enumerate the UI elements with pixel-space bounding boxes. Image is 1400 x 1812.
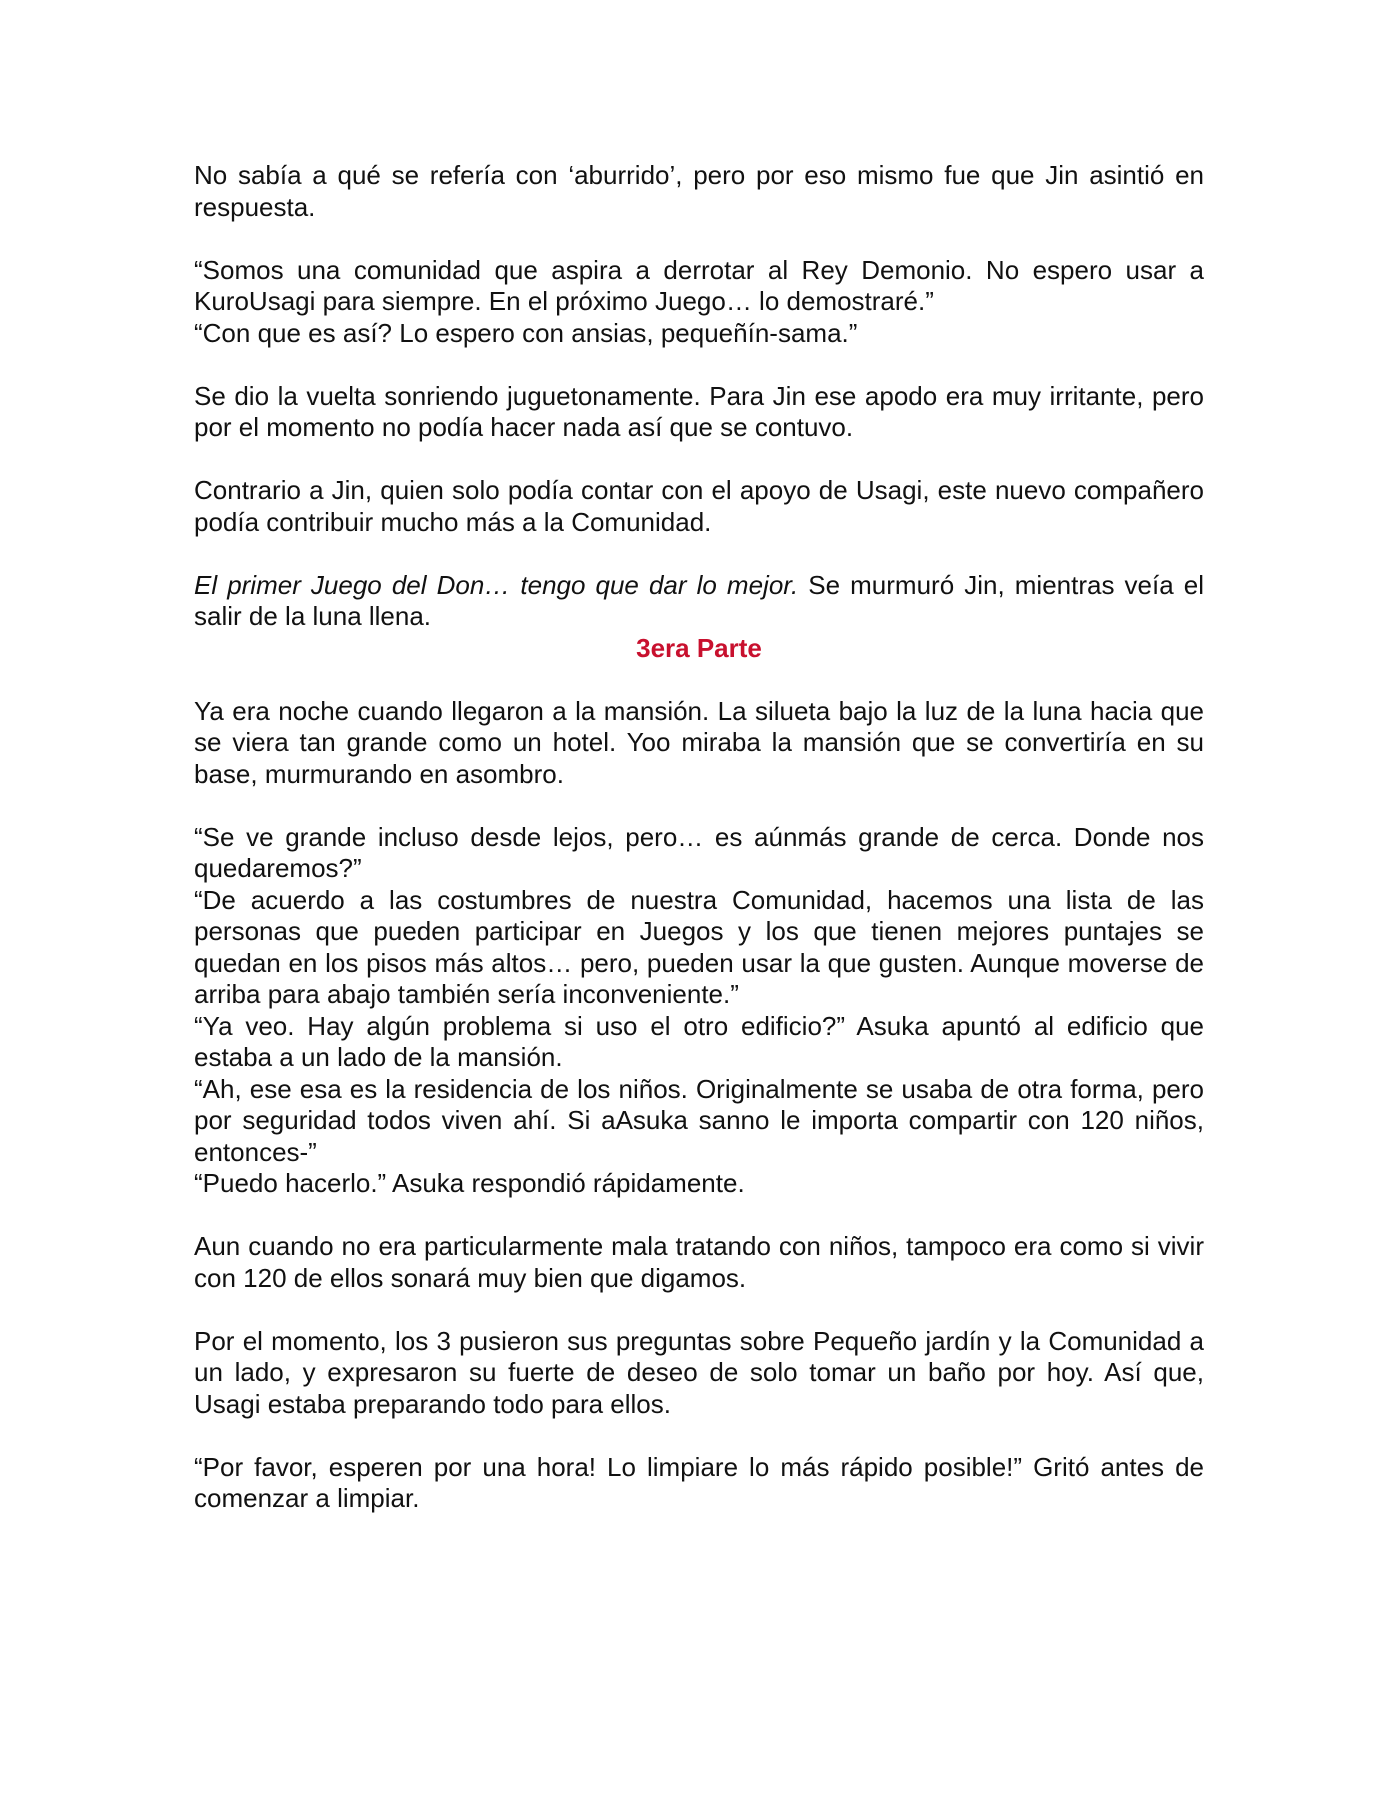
section-title: 3era Parte <box>636 632 762 663</box>
dialogue-line: “Se ve grande incluso desde lejos, pero… es aúnmás grande de cerca. Donde nos quedaremos?” <box>194 821 1204 883</box>
paragraph-1-text: No sabía a qué se refería con ‘aburrido’, pero por eso mismo fue que Jin asintió en respuesta. <box>194 160 1204 222</box>
dialogue-line: “Con que es así? Lo espero con ansias, pequeñín-sama.” <box>194 317 858 348</box>
paragraph-10: “Por favor, esperen por una hora! Lo limpiare lo más rápido posible!” Gritó antes de comenzar a limpiar. <box>194 1451 1204 1513</box>
dialogue-line: “Puedo hacerlo.” Asuka respondió rápidamente. <box>194 1168 745 1198</box>
dialogue-line: “De acuerdo a las costumbres de nuestra Comunidad, hacemos una lista de las personas que pueden participar en Juegos y los que tienen mejores puntajes se quedan en los pisos más altos… pero, pueden usar la que gusten. Aunque moverse de arriba para abajo también sería inconveniente.” <box>194 884 1204 1009</box>
paragraph-6: Ya era noche cuando llegaron a la mansión. La silueta bajo la luz de la luna hacia que se viera tan grande como un hotel. Yoo miraba la mansión que se convertiría en su base, murmurando en asombro. <box>194 695 1204 789</box>
italic-thought: El primer Juego del Don… tengo que dar lo mejor. <box>194 569 799 600</box>
paragraph-3: Se dio la vuelta sonriendo juguetonamente. Para Jin ese apodo era muy irritante, pero por el momento no podía hacer nada así que se contuvo. <box>194 380 1204 442</box>
paragraph-5-rest: Se murmuró Jin, mientras veía el salir de la luna llena. <box>194 569 1204 631</box>
dialogue-line: “Somos una comunidad que aspira a derrotar al Rey Demonio. No espero usar a KuroUsagi para siempre. En el próximo Juego… lo demostraré.” <box>194 254 1204 316</box>
paragraph-7 <box>194 822 1204 1200</box>
paragraph-5 <box>194 570 1204 633</box>
paragraph-9: Por el momento, los 3 pusieron sus preguntas sobre Pequeño jardín y la Comunidad a un lado, y expresaron su fuerte de deseo de solo tomar un baño por hoy. Así que, Usagi estaba preparando todo para ellos. <box>194 1325 1204 1419</box>
paragraph-8: Aun cuando no era particularmente mala tratando con niños, tampoco era como si vivir con 120 de ellos sonará muy bien que digamos. <box>194 1231 1204 1293</box>
paragraph-1 <box>194 160 1204 223</box>
dialogue-line: “Ah, ese esa es la residencia de los niños. Originalmente se usaba de otra forma, pero por seguridad todos viven ahí. Si aAsuka sanno le importa compartir con 120 niños, entonces-” <box>194 1073 1204 1167</box>
paragraph-2 <box>194 255 1204 350</box>
dialogue-line: “Ya veo. Hay algún problema si uso el otro edificio?” Asuka apuntó al edificio que estaba a un lado de la mansión. <box>194 1010 1204 1072</box>
document-page <box>194 160 1204 1515</box>
paragraph-4: Contrario a Jin, quien solo podía contar con el apoyo de Usagi, este nuevo compañero podía contribuir mucho más a la Comunidad. <box>194 475 1204 537</box>
